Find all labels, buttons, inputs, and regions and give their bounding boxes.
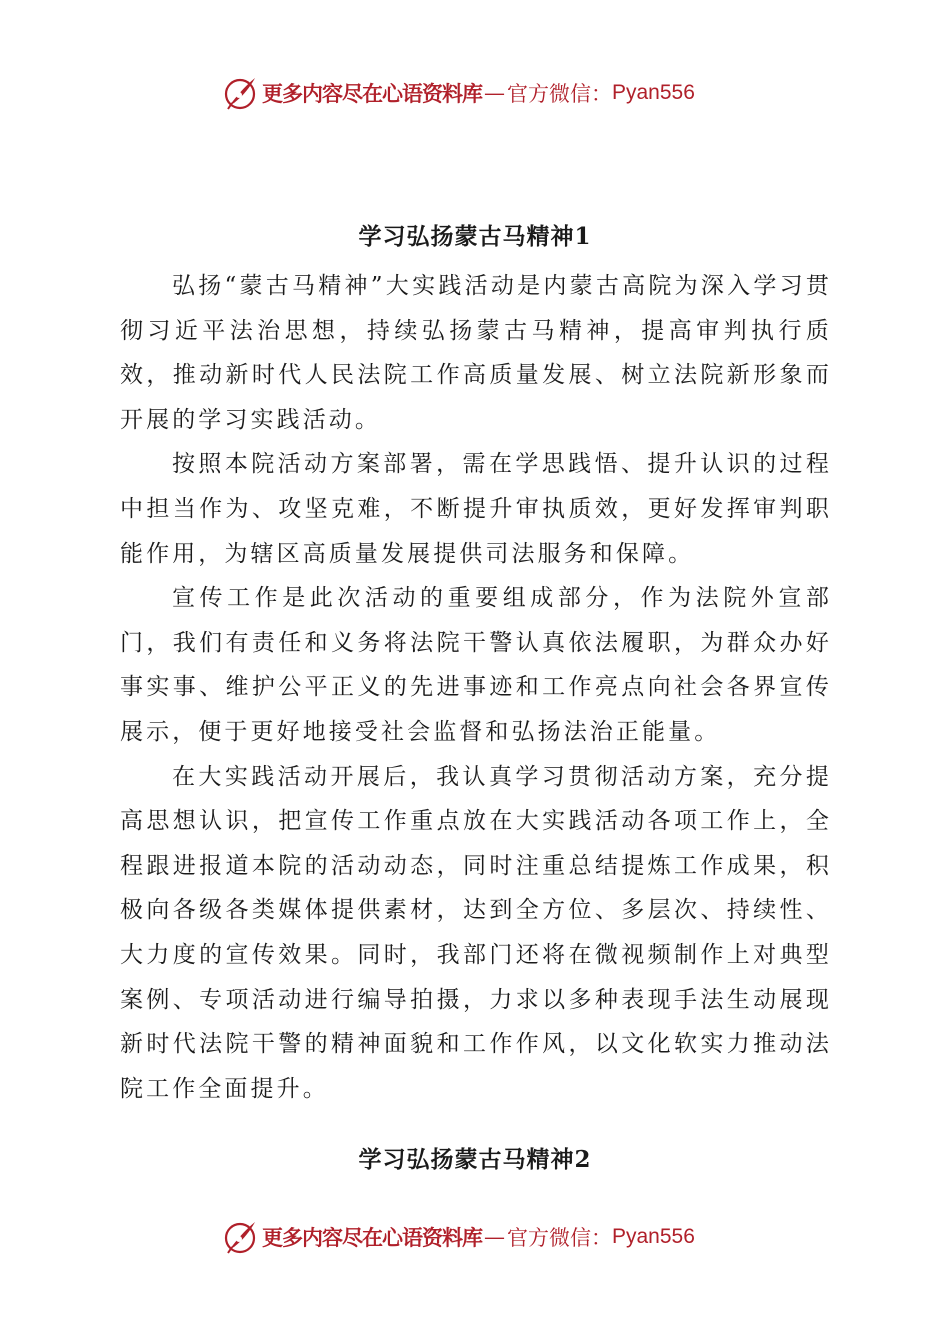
footer-banner [222,1217,695,1257]
banner-wechat-label: 官方微信： [507,82,612,106]
banner-slogan: 更多内容尽在心语资料库 [262,81,482,106]
section1-body [120,264,832,1111]
banner-wechat-label: 官方微信： [507,1226,612,1250]
section1-title: 学习弘扬蒙古马精神1 [358,223,592,250]
banner-slogan: 更多内容尽在心语资料库 [262,1225,482,1250]
banner-separator: — [484,81,505,105]
banner-separator: — [484,1225,505,1249]
paragraph-3: 宣传工作是此次活动的重要组成部分，作为法院外宣部门，我们有责任和义务将法院干警认真依法履职，为群众办好事实事、维护公平正义的先进事迹和工作亮点向社会各界宣传展示，便于更好地接受社会监督和弘扬法治正能量。 [120,585,832,745]
quill-pen-logo-icon [222,75,258,111]
banner-wechat-id: Pyan556 [612,1225,695,1248]
paragraph-1: 弘扬“蒙古马精神”大实践活动是内蒙古高院为深入学习贯彻习近平法治思想，持续弘扬蒙古马精神，提高审判执行质效，推动新时代人民法院工作高质量发展、树立法院新形象而开展的学习实践活动。 [120,273,832,433]
quill-pen-logo-icon [222,1219,258,1255]
paragraph-2: 按照本院活动方案部署，需在学思践悟、提升认识的过程中担当作为、攻坚克难，不断提升审执质效，更好发挥审判职能作用，为辖区高质量发展提供司法服务和保障。 [120,451,832,567]
section2-title: 学习弘扬蒙古马精神2 [358,1146,592,1173]
header-banner [222,73,695,113]
paragraph-4: 在大实践活动开展后，我认真学习贯彻活动方案，充分提高思想认识，把宣传工作重点放在大实践活动各项工作上，全程跟进报道本院的活动动态，同时注重总结提炼工作成果，积极向各级各类媒体提供素材，达到全方位、多层次、持续性、大力度的宣传效果。同时，我部门还将在微视频制作上对典型案例、专项活动进行编导拍摄，力求以多种表现手法生动展现新时代法院干警的精神面貌和工作作风，以文化软实力推动法院工作全面提升。 [120,763,832,1102]
banner-wechat-id: Pyan556 [612,81,695,104]
